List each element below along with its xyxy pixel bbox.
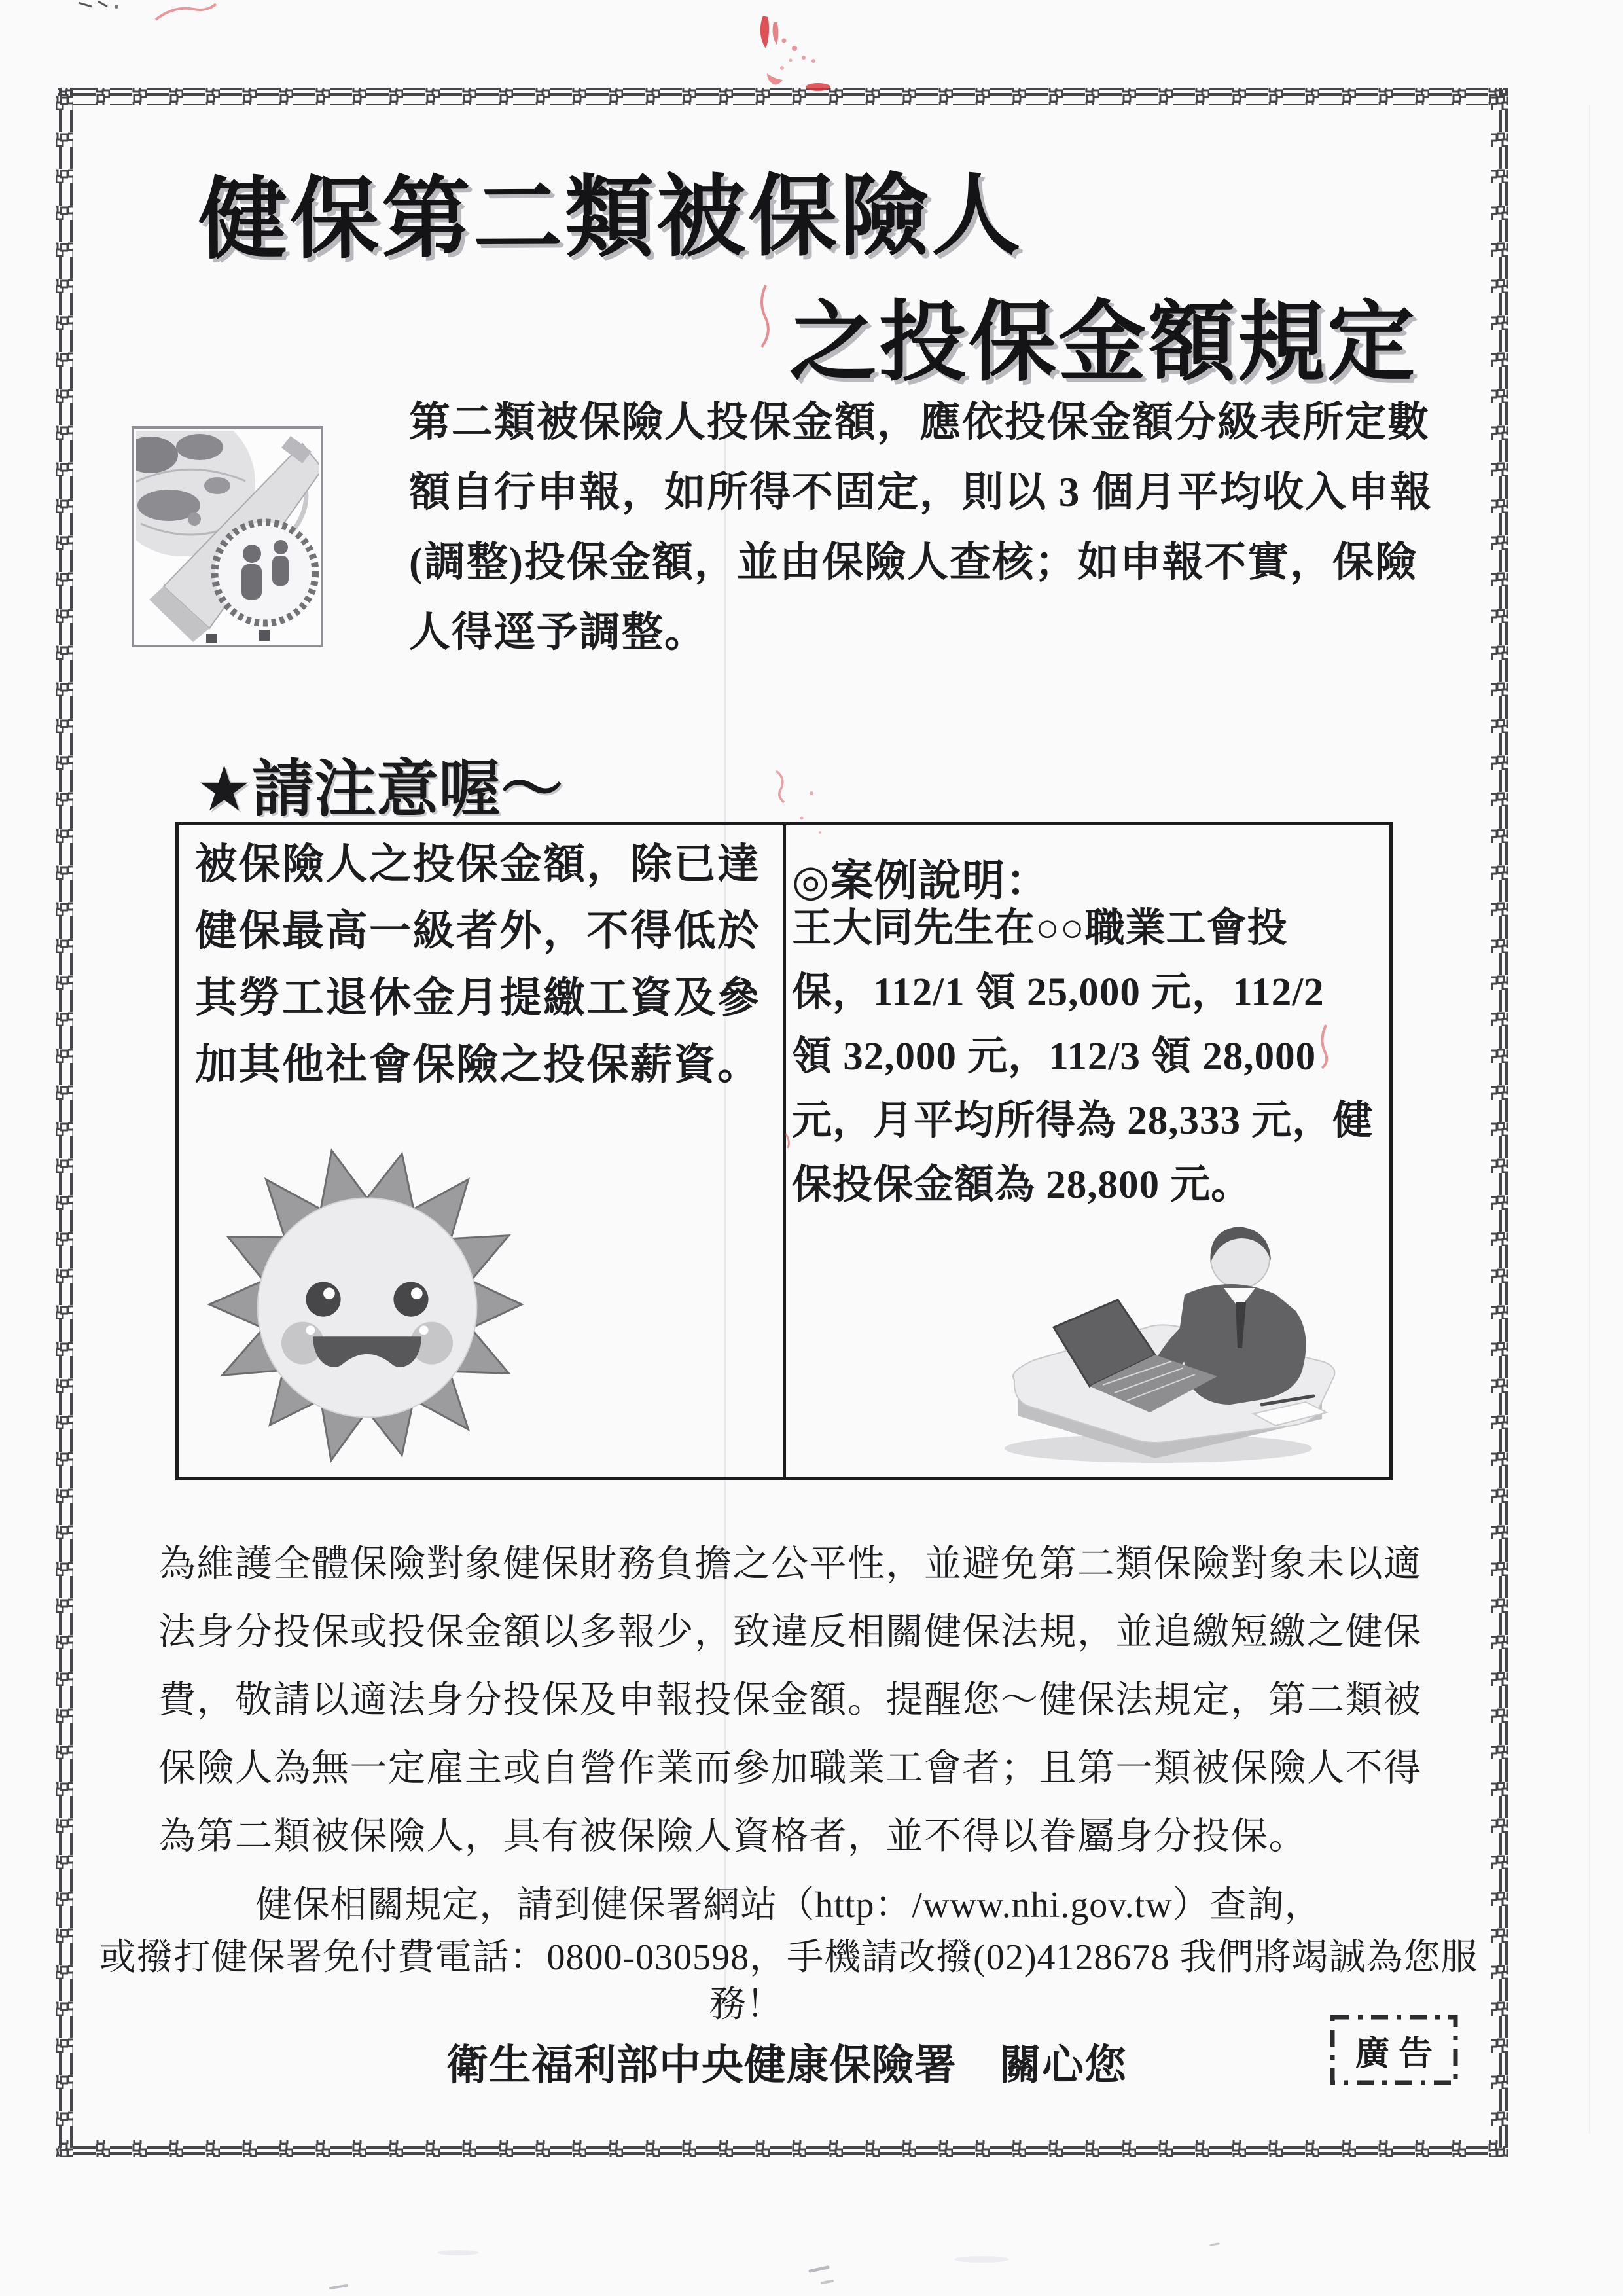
rule-text bbox=[195, 831, 777, 1098]
advertisement-stamp-box bbox=[1330, 2015, 1458, 2085]
warning-line: 法身分投保或投保金額以多報少，致違反相關健保法規，並追繳短繳之健保 bbox=[158, 1611, 1422, 1653]
contact-website-line: 健保相關規定，請到健保署網站（http：/www.nhi.gov.tw）查詢， bbox=[255, 1885, 1322, 1926]
rule-line: 其勞工退休金月提繳工資及參 bbox=[195, 975, 761, 1021]
agency-footer: 衛生福利部中央健康保險署 關心您 bbox=[446, 2042, 1127, 2089]
scan-streak-vertical-right bbox=[1589, 105, 1590, 2134]
rule-line: 被保險人之投保金額，除已達 bbox=[195, 841, 761, 888]
intro-line: 第二類被保險人投保金額，應依投保金額分級表所定數 bbox=[409, 399, 1430, 445]
rule-line: 加其他社會保險之投保薪資。 bbox=[195, 1041, 761, 1088]
warning-line: 為維護全體保險對象健保財務負擔之公平性，並避免第二類保險對象未以適 bbox=[158, 1543, 1422, 1585]
case-line: 元，月平均所得為 28,333 元，健 bbox=[792, 1099, 1374, 1143]
nhi-globe-megaphone-logo-image bbox=[131, 425, 324, 648]
case-heading: ◎案例說明： bbox=[792, 857, 1050, 905]
warning-line: 保險人為無一定雇主或自營作業而參加職業工會者；且第一類被保險人不得 bbox=[158, 1748, 1422, 1789]
page-title-line2: 之投保金額規定 bbox=[789, 294, 1418, 391]
warning-line: 費，敬請以適法身分投保及申報投保金額。提醒您～健保法規定，第二類被 bbox=[158, 1679, 1422, 1721]
warning-line: 為第二類被保險人，具有被保險人資格者，並不得以眷屬身分投保。 bbox=[158, 1816, 1307, 1857]
warning-paragraph bbox=[158, 1530, 1474, 1871]
page-title-line1: 健保第二類被保險人 bbox=[198, 165, 1024, 270]
case-line: 王大同先生在○○職業工會投 bbox=[792, 906, 1288, 950]
rule-line: 健保最高一級者外，不得低於 bbox=[195, 908, 761, 954]
intro-paragraph bbox=[409, 387, 1456, 668]
contact-phone-line: 或撥打健保署免付費電話：0800-030598，手機請改撥(02)4128678 我們將竭誠為您服 bbox=[99, 1937, 1478, 1978]
advertisement-label: 廣告 bbox=[1355, 2035, 1442, 2073]
case-line: 保投保金額為 28,800 元。 bbox=[792, 1163, 1252, 1207]
clerk-typing-on-laptop-image bbox=[955, 1196, 1381, 1478]
contact-continuation-line: 務！ bbox=[709, 1984, 783, 2025]
case-text bbox=[792, 897, 1387, 1217]
case-line: 保，112/1 領 25,000 元，112/2 bbox=[792, 971, 1325, 1014]
smiling-sun-icon bbox=[200, 1137, 535, 1472]
case-line: 領 32,000 元，112/3 領 28,000 bbox=[792, 1035, 1317, 1079]
intro-line: (調整)投保金額，並由保險人查核；如申報不實，保險 bbox=[409, 539, 1418, 585]
intro-line: 額自行申報，如所得不固定，則以 3 個月平均收入申報 bbox=[409, 469, 1433, 515]
intro-line: 人得逕予調整。 bbox=[409, 609, 707, 655]
notice-heading: ★請注意喔～ bbox=[196, 755, 563, 824]
notice-box-divider bbox=[783, 825, 786, 1477]
